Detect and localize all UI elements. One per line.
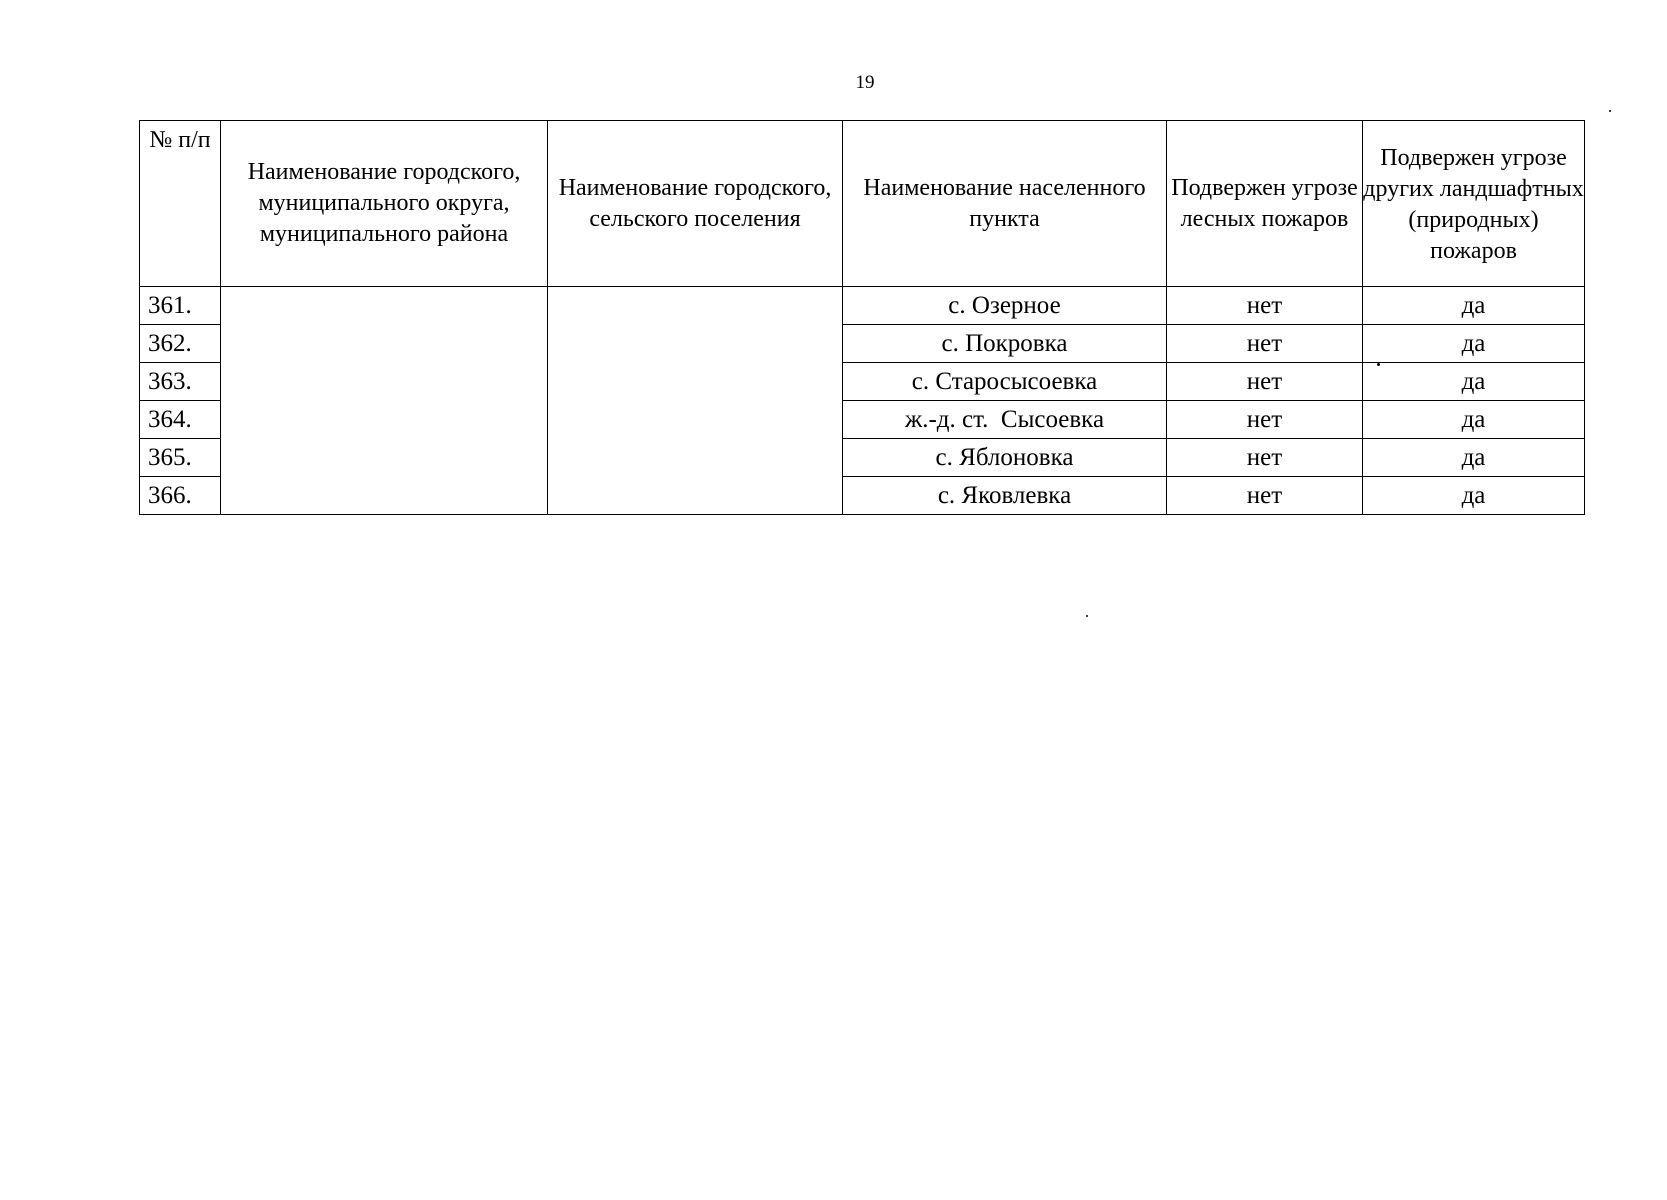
scan-speck <box>1609 110 1611 112</box>
header-forest-fire-threat: Подвержен угрозе лесных пожаров <box>1167 121 1363 287</box>
table-row <box>140 287 1585 325</box>
locality-cell: с. Старосысоевка <box>843 363 1167 401</box>
row-number: 361. <box>140 287 221 325</box>
row-number: 362. <box>140 325 221 363</box>
landscape-fire-cell: да <box>1363 439 1585 477</box>
header-landscape-fire-threat: Подвержен угрозе других ландшафтных (природных) пожаров <box>1363 121 1585 287</box>
table-header-row <box>140 121 1585 287</box>
forest-fire-cell: нет <box>1167 439 1363 477</box>
settlements-fire-threat-table <box>139 120 1585 515</box>
scan-speck <box>1377 363 1380 366</box>
locality-cell: с. Яковлевка <box>843 477 1167 515</box>
forest-fire-cell: нет <box>1167 325 1363 363</box>
header-settlement: Наименование городского, сельского поселения <box>548 121 843 287</box>
forest-fire-cell: нет <box>1167 363 1363 401</box>
row-number: 364. <box>140 401 221 439</box>
landscape-fire-cell: да <box>1363 477 1585 515</box>
locality-cell: с. Озерное <box>843 287 1167 325</box>
landscape-fire-cell: да <box>1363 363 1585 401</box>
row-number: 365. <box>140 439 221 477</box>
district-cell <box>221 287 548 515</box>
forest-fire-cell: нет <box>1167 477 1363 515</box>
landscape-fire-cell: да <box>1363 325 1585 363</box>
page-number: 19 <box>855 72 875 93</box>
locality-cell: ж.-д. ст. Сысоевка <box>843 401 1167 439</box>
landscape-fire-cell: да <box>1363 401 1585 439</box>
row-number: 363. <box>140 363 221 401</box>
header-district: Наименование городского, муниципального округа, муниципального района <box>221 121 548 287</box>
forest-fire-cell: нет <box>1167 287 1363 325</box>
header-number: № п/п <box>140 121 221 287</box>
settlement-cell <box>548 287 843 515</box>
landscape-fire-cell: да <box>1363 287 1585 325</box>
locality-cell: с. Яблоновка <box>843 439 1167 477</box>
row-number: 366. <box>140 477 221 515</box>
header-locality: Наименование населенного пункта <box>843 121 1167 287</box>
locality-cell: с. Покровка <box>843 325 1167 363</box>
forest-fire-cell: нет <box>1167 401 1363 439</box>
scan-speck <box>1086 615 1088 617</box>
